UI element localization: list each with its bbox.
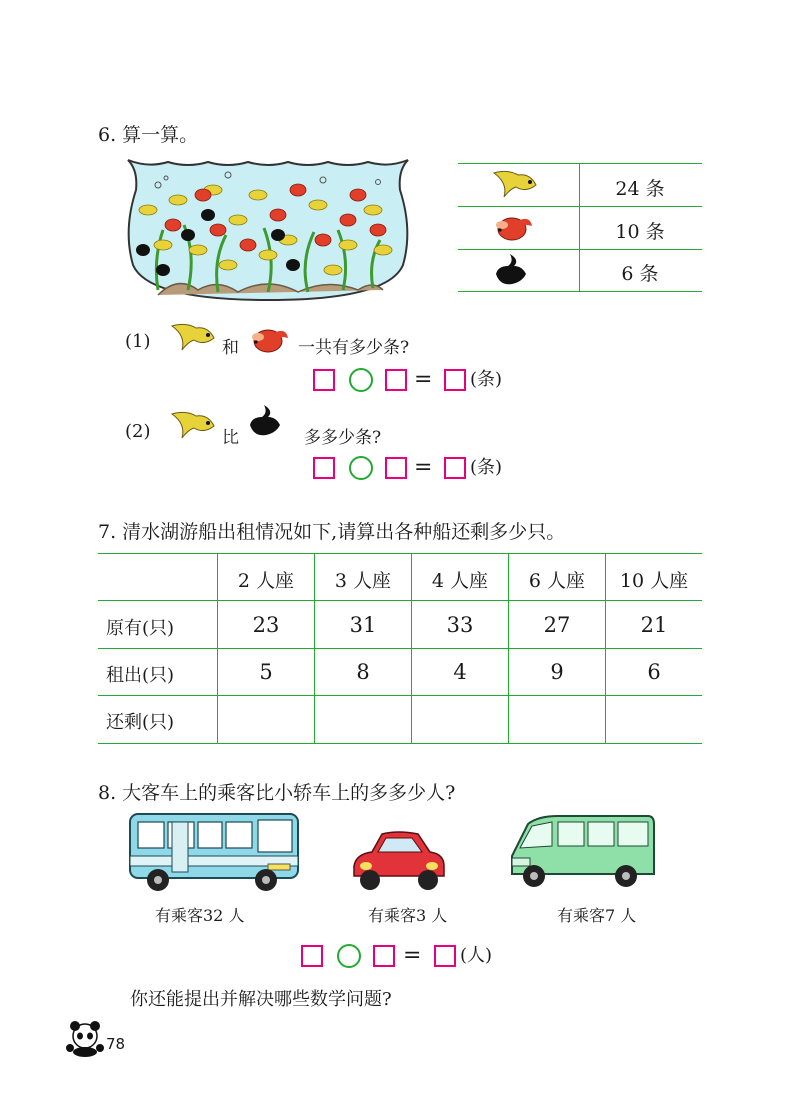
page-number: 78 <box>106 1035 126 1053</box>
black-fish-icon <box>246 403 286 443</box>
unit-label: (人) <box>460 945 493 966</box>
table-cell: 9 <box>550 660 564 684</box>
unit-label: (条) <box>470 369 503 390</box>
boat-table-header: 2 人座 <box>237 570 295 592</box>
q7-title: 7. 清水湖游船出租情况如下,请算出各种船还剩多少只。 <box>98 521 566 543</box>
answer-cell[interactable] <box>315 700 411 740</box>
black-fish-icon <box>492 252 532 290</box>
bus-caption: 有乘客32 人 <box>155 906 245 925</box>
boat-table-header: 10 人座 <box>619 570 689 592</box>
equals-sign: = <box>414 455 433 480</box>
row-label-rented: 租出(只) <box>106 665 175 686</box>
boat-table-header: 3 人座 <box>334 570 392 592</box>
table-cell: 27 <box>543 613 571 637</box>
yellow-fish-icon <box>490 167 540 203</box>
q6-sub2-number: (2) <box>125 421 151 442</box>
q6-sub2-question: 多多少条? <box>304 428 382 448</box>
operator-circle[interactable] <box>349 368 373 392</box>
q6-sub1-question: 一共有多少条? <box>298 338 410 358</box>
answer-box[interactable] <box>444 457 466 479</box>
van-caption: 有乘客7 人 <box>557 906 637 925</box>
bus-illustration <box>128 808 303 893</box>
answer-box[interactable] <box>385 457 407 479</box>
answer-box[interactable] <box>301 945 323 967</box>
van-illustration <box>508 812 658 894</box>
answer-cell[interactable] <box>412 700 508 740</box>
followup-question: 你还能提出并解决哪些数学问题? <box>130 989 392 1010</box>
q6-title: 6. 算一算。 <box>98 124 199 146</box>
table-cell: 5 <box>259 660 273 684</box>
answer-box[interactable] <box>444 369 466 391</box>
answer-box[interactable] <box>385 369 407 391</box>
table-cell: 23 <box>252 613 280 637</box>
equals-sign: = <box>403 943 422 968</box>
answer-cell[interactable] <box>509 700 605 740</box>
car-illustration <box>348 828 448 894</box>
boat-table-header: 6 人座 <box>528 570 586 592</box>
answer-cell[interactable] <box>606 700 702 740</box>
table-cell: 8 <box>356 660 370 684</box>
yellow-fish-icon <box>168 320 218 356</box>
q8-title: 8. 大客车上的乘客比小轿车上的多多少人? <box>98 782 456 804</box>
row-label-remaining: 还剩(只) <box>106 712 175 733</box>
table-cell: 33 <box>446 613 474 637</box>
answer-box[interactable] <box>313 369 335 391</box>
row-label-original: 原有(只) <box>106 618 175 639</box>
table-cell: 4 <box>453 660 467 684</box>
car-caption: 有乘客3 人 <box>368 906 448 925</box>
equals-sign: = <box>414 367 433 392</box>
boat-table-header: 4 人座 <box>431 570 489 592</box>
red-fish-icon <box>246 324 290 356</box>
table-cell: 6 <box>647 660 661 684</box>
red-fish-icon <box>490 212 534 244</box>
fish-bowl-illustration <box>118 150 418 305</box>
q6-sub2-connector: 比 <box>222 428 239 448</box>
table-cell: 21 <box>640 613 668 637</box>
operator-circle[interactable] <box>337 944 361 968</box>
table-cell: 31 <box>349 613 377 637</box>
operator-circle[interactable] <box>349 456 373 480</box>
answer-box[interactable] <box>373 945 395 967</box>
yellow-fish-count: 24 条 <box>615 178 665 200</box>
q6-sub1-connector: 和 <box>222 338 239 358</box>
unit-label: (条) <box>470 457 503 478</box>
yellow-fish-icon <box>168 408 218 444</box>
q6-sub1-number: (1) <box>125 331 151 352</box>
red-fish-count: 10 条 <box>615 221 665 243</box>
answer-cell[interactable] <box>218 700 314 740</box>
black-fish-count: 6 条 <box>621 263 659 285</box>
answer-box[interactable] <box>313 457 335 479</box>
answer-box[interactable] <box>434 945 456 967</box>
panda-icon <box>64 1018 106 1058</box>
